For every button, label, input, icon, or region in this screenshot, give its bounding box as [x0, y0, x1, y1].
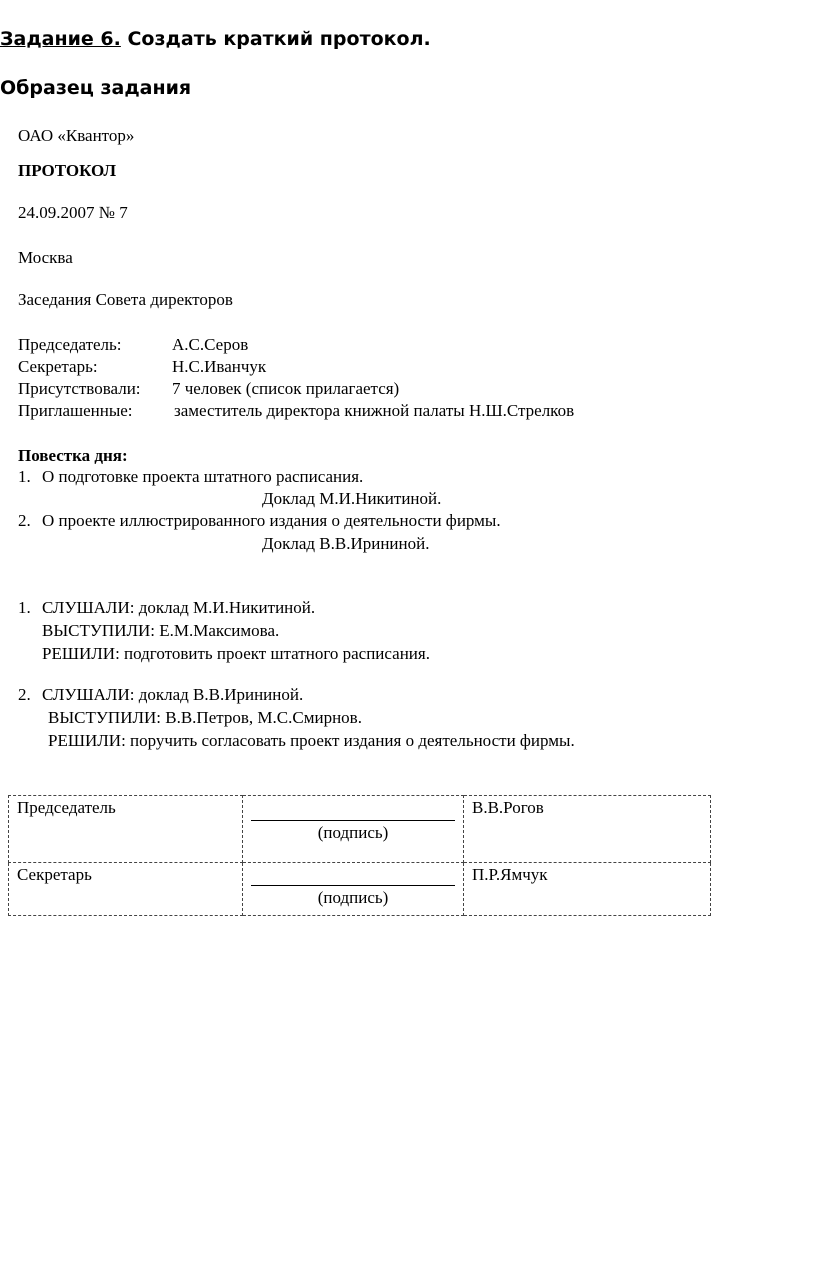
task-heading: [0, 28, 431, 50]
attendee-label: Секретарь:: [18, 357, 98, 376]
agenda-number: 1.: [18, 467, 31, 486]
item-decided: РЕШИЛИ: подготовить проект штатного расписания.: [42, 644, 430, 663]
agenda-report: Доклад М.И.Никитиной.: [262, 489, 442, 508]
signature-caption: (подпись): [251, 885, 455, 908]
sample-heading: Образец задания: [0, 77, 192, 99]
signature-cell: [243, 863, 464, 916]
item-number: 2.: [18, 685, 31, 704]
signature-row: [9, 863, 711, 916]
signature-name: В.В.Рогов: [464, 796, 711, 863]
city: Москва: [18, 248, 73, 267]
item-heard: СЛУШАЛИ: доклад М.И.Никитиной.: [42, 598, 316, 617]
signature-caption: (подпись): [251, 820, 455, 843]
protocol-title: Заседания Совета директоров: [18, 290, 233, 309]
attendee-value: заместитель директора книжной палаты Н.Ш.Стрелков: [174, 401, 575, 420]
attendee-label: Присутствовали:: [18, 379, 141, 398]
attendee-label: Приглашенные:: [18, 401, 133, 420]
attendee-value: А.С.Серов: [172, 335, 249, 354]
agenda-text: О подготовке проекта штатного расписания.: [42, 467, 364, 486]
agenda-report: Доклад В.В.Ирининой.: [262, 534, 430, 553]
signature-row: [9, 796, 711, 863]
attendee-value: Н.С.Иванчук: [172, 357, 267, 376]
signature-table: [8, 795, 711, 916]
attendee-value: 7 человек (список прилагается): [172, 379, 400, 398]
item-spoke: ВЫСТУПИЛИ: В.В.Петров, М.С.Смирнов.: [48, 708, 362, 727]
document-type: ПРОТОКОЛ: [18, 161, 117, 180]
item-spoke: ВЫСТУПИЛИ: Е.М.Максимова.: [42, 621, 280, 640]
item-decided: РЕШИЛИ: поручить согласовать проект издания о деятельности фирмы.: [48, 731, 575, 750]
agenda-number: 2.: [18, 511, 31, 530]
attendee-label: Председатель:: [18, 335, 122, 354]
item-number: 1.: [18, 598, 31, 617]
signature-cell: [243, 796, 464, 863]
signature-role: Секретарь: [9, 863, 243, 916]
signature-role: Председатель: [9, 796, 243, 863]
organization-name: ОАО «Квантор»: [18, 126, 135, 145]
date-number: 24.09.2007 № 7: [18, 203, 128, 222]
item-heard: СЛУШАЛИ: доклад В.В.Ирининой.: [42, 685, 304, 704]
agenda-title: Повестка дня:: [18, 446, 128, 465]
task-text: Создать краткий протокол.: [120, 28, 431, 50]
signature-name: П.Р.Ямчук: [464, 863, 711, 916]
task-label: Задание 6.: [0, 28, 121, 50]
agenda-text: О проекте иллюстрированного издания о деятельности фирмы.: [42, 511, 501, 530]
